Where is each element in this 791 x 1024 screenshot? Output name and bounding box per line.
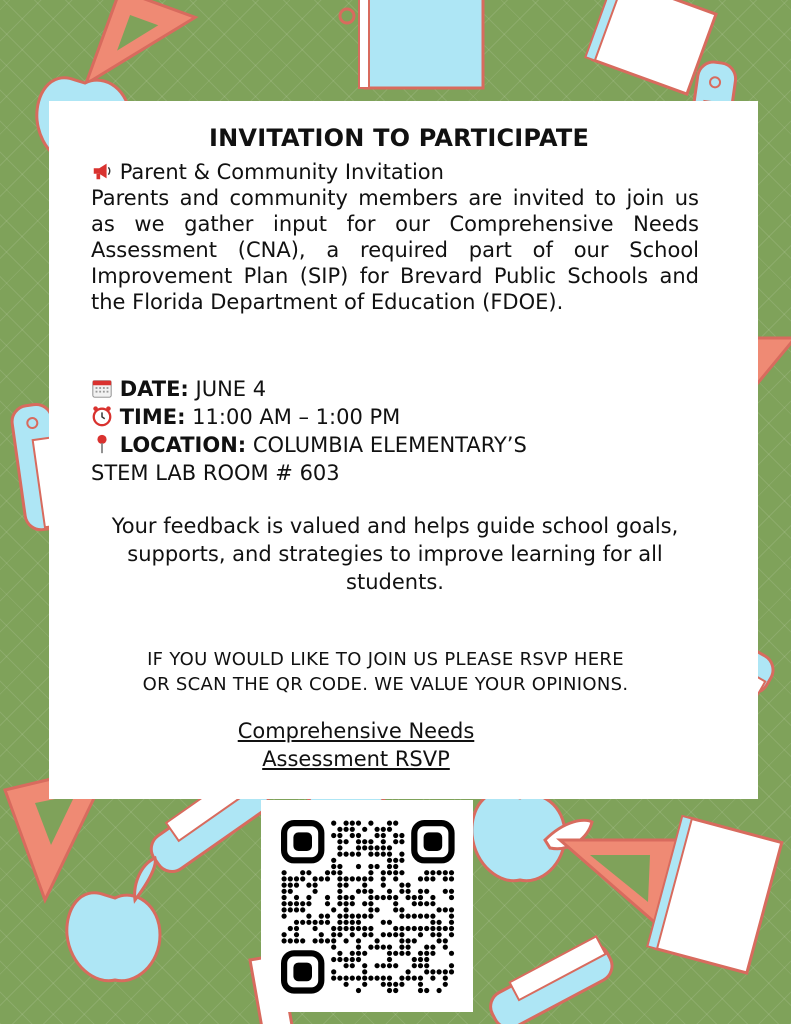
intro-section (91, 159, 699, 315)
time-value: 11:00 AM – 1:00 PM (192, 405, 401, 429)
intro-heading-row (91, 159, 699, 185)
page-title: INVITATION TO PARTICIPATE (209, 124, 590, 152)
location-row (91, 431, 711, 459)
location-line2: STEM LAB ROOM # 603 (91, 461, 340, 485)
rsvp-instructions (49, 647, 722, 697)
location-label: LOCATION: (119, 433, 247, 457)
rsvp-link[interactable]: Comprehensive Needs Assessment RSVP (237, 719, 475, 771)
rsvp-line-1: IF YOU WOULD LIKE TO JOIN US PLEASE RSVP HERE (147, 649, 624, 670)
megaphone-icon (91, 160, 113, 182)
invitation-card (49, 101, 758, 799)
alarm-clock-icon (91, 405, 113, 427)
apple-icon (67, 858, 160, 981)
rsvp-line-2: OR SCAN THE QR CODE. WE VALUE YOUR OPINIONS. (142, 674, 629, 695)
date-row (91, 375, 711, 403)
location-pin-icon (91, 433, 113, 455)
intro-body: Parents and community members are invited to join us as we gather input for our Comprehensive Needs Assessment (CNA), a required part of our School Improvement Plan (SIP) for Brevard Public Schools and the Florida Department of Education (FDOE). (91, 186, 699, 314)
notebook-icon (340, 0, 483, 88)
feedback-text: Your feedback is valued and helps guide school goals, supports, and strategies to improve learning for all students. (111, 514, 679, 594)
location-value: COLUMBIA ELEMENTARY’S (252, 433, 527, 457)
qr-code-panel[interactable] (261, 800, 473, 1012)
qr-code-icon (261, 800, 473, 1012)
time-label: TIME: (119, 405, 186, 429)
stapler-icon (483, 935, 618, 1024)
time-row (91, 403, 711, 431)
intro-heading: Parent & Community Invitation (119, 160, 444, 184)
calendar-icon (91, 377, 113, 399)
date-value: JUNE 4 (195, 377, 267, 401)
date-label: DATE: (119, 377, 189, 401)
event-details (91, 375, 711, 487)
apple-icon (472, 793, 592, 881)
